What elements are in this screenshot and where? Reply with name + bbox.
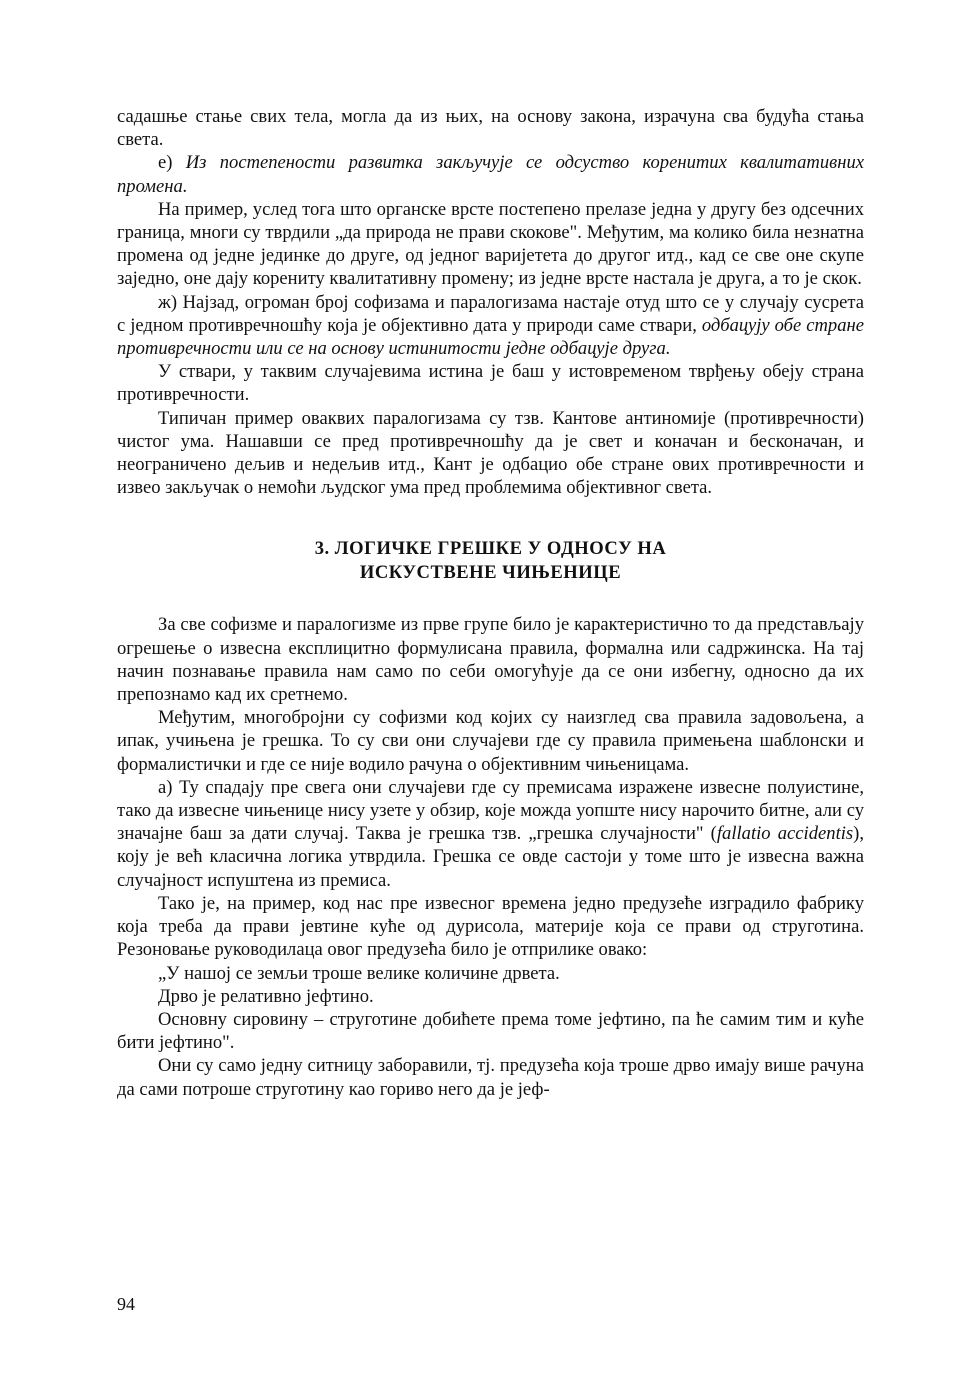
paragraph-kant: Типичан пример оваквих паралогизама су тзв. Кантове антиномије (противречности) чистог ума. Нашавши се пред противречношћу да је свет и коначан и бесконачан, и неограничено дељив и недељив итд., Кант је одбацио обе стране ових противречности и извео закључак о немоћи људског ума пред проблемима објективног света. bbox=[117, 407, 864, 499]
paragraph-item-zh: ж) Најзад, огроман број софизама и паралогизама настаје отуд што се у случају сусрета с једном противречношћу која је објективно дата у природи саме ствари, одбацују обе стране противречности или се на основу истинитости једне одбацује друга. bbox=[117, 291, 864, 360]
paragraph-however: Међутим, многобројни су софизми код којих су наизглед сва правила задовољена, а ипак, учињена је грешка. То су сви они случајеви где су правила примењена шаблонски и формалистички и где се није водило рачуна о објективним чињеницама. bbox=[117, 707, 864, 775]
item-e-italic: Из постепености развитка закључује се одсуство коренитих квалитативних промена. bbox=[117, 152, 865, 197]
page-number: 94 bbox=[117, 1294, 135, 1314]
latin-term: fallatio accidentis bbox=[716, 823, 854, 845]
section-heading bbox=[117, 537, 864, 585]
quote-line-2: Дрво је релативно јефтино. bbox=[158, 985, 374, 1007]
quote-line-1: „У нашој се земљи троше велике количине дрвета. bbox=[158, 962, 560, 984]
paragraph-item-a: а) Ту спадају пре свега они случајеви где су премисама изражене извесне полуистине, тако да извесне чињенице нису узете у обзир, које можда уопште нису нарочито битне, али су значајне баш за дати случај. Таква је грешка тзв. „грешка случајности" (fallatio accidentis), коју је већ класична логика утврдила. Грешка се овде састоји у томе што је извесна важна случајност испуштена из премиса. bbox=[117, 776, 864, 891]
paragraph-example-species: На пример, услед тога што органске врсте постепено прелазе једна у другу без одсечних граница, многи су тврдили „да природа не прави скокове". Међутим, ма колико била незнатна промена од једне јединке до друге, од једног варијетета до другог итд., кад се све оне скупе заједно, оне дају корениту квалитативну промену; из једне врсте настала је друга, а то је скок. bbox=[117, 198, 864, 290]
paragraph-truth: У ствари, у таквим случајевима истина је баш у истовременом тврђењу обеју страна противречности. bbox=[117, 361, 864, 406]
section-heading-line1: 3. ЛОГИЧКЕ ГРЕШКЕ У ОДНОСУ НА bbox=[314, 538, 667, 560]
section-heading-line2: ИСКУСТВЕНЕ ЧИЊЕНИЦЕ bbox=[359, 562, 622, 584]
paragraph-intro: За све софизме и паралогизме из прве групе било је карактеристично то да представљају огрешење о извесна експлицитно формулисана правила, формална или садржинска. На тај начин познавање правила нам само по себи омогућује да се они избегну, односно да их препознамо кад их сретнемо. bbox=[117, 614, 864, 706]
paragraph-item-e: е) Из постепености развитка закључује се одсуство коренитих квалитативних промена. bbox=[117, 152, 865, 197]
paragraph-continuation: садашње стање свих тела, могла да из њих, на основу закона, израчуна сва будућа стања света. bbox=[117, 106, 864, 151]
item-zh-italic: одбацују обе стране противречности или се на основу истинитости једне одбацује друга. bbox=[117, 314, 864, 360]
paragraph-conclusion: Они су само једну ситницу заборавили, тј. предузећа која троше дрво имају више рачуна да сами потроше струготину као гориво него да је јеф- bbox=[117, 1055, 864, 1100]
paragraph-example-factory: Тако је, на пример, код нас пре извесног времена једно предузеће изградило фабрику која треба да прави јевтине куће од дурисола, материје која се прави од струготина. Резоновање руководилаца овог предузећа било је отприлике овако: bbox=[117, 892, 864, 961]
quote-line-3: Основну сировину – струготине добићете према томе јефтино, па ће самим тим и куће бити јефтино". bbox=[117, 1008, 864, 1054]
page-text bbox=[117, 105, 864, 1101]
